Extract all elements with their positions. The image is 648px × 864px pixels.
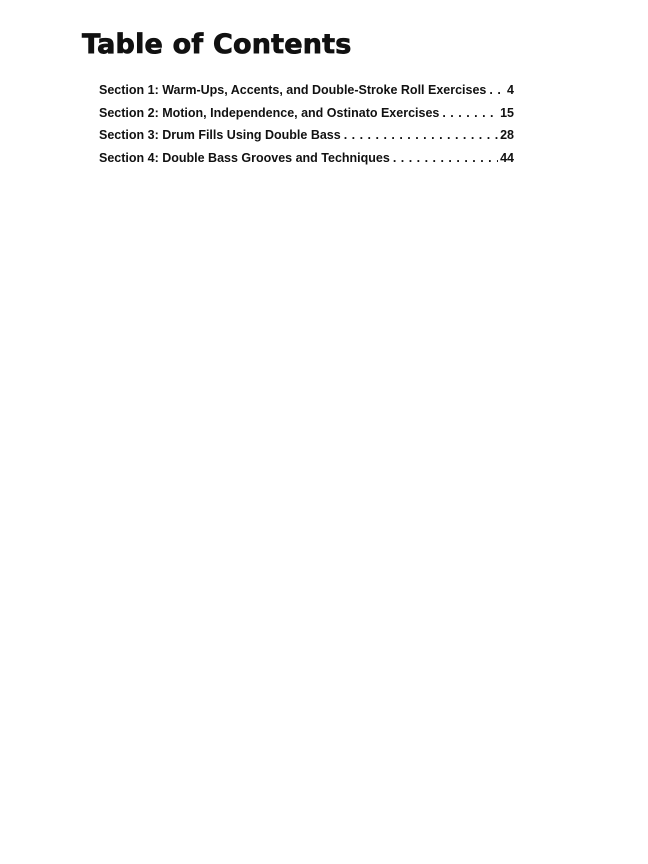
toc-entry-section-4[interactable] (99, 149, 514, 172)
dot-leader (442, 104, 498, 122)
toc-entry-label: Section 3: Drum Fills Using Double Bass (99, 128, 341, 142)
toc-entry-page-number: 28 (500, 128, 514, 142)
dot-leader (393, 149, 498, 167)
toc-list (99, 81, 514, 171)
toc-entry-label: Section 4: Double Bass Grooves and Techniques (99, 150, 390, 165)
toc-entry-page-number: 4 (507, 83, 514, 97)
toc-entry-page-number: 44 (500, 150, 514, 165)
dot-leader (344, 126, 498, 144)
toc-entry-label: Section 2: Motion, Independence, and Ostinato Exercises (99, 105, 440, 120)
toc-entry-page-number: 15 (500, 105, 514, 120)
page-title: Table of Contents (82, 29, 352, 60)
toc-entry-section-3[interactable] (99, 126, 514, 149)
toc-entry-section-2[interactable] (99, 104, 514, 127)
toc-entry-label: Section 1: Warm-Ups, Accents, and Double-Stroke Roll Exercises (99, 83, 487, 97)
toc-entry-section-1[interactable] (99, 81, 514, 104)
dot-leader (489, 81, 505, 99)
